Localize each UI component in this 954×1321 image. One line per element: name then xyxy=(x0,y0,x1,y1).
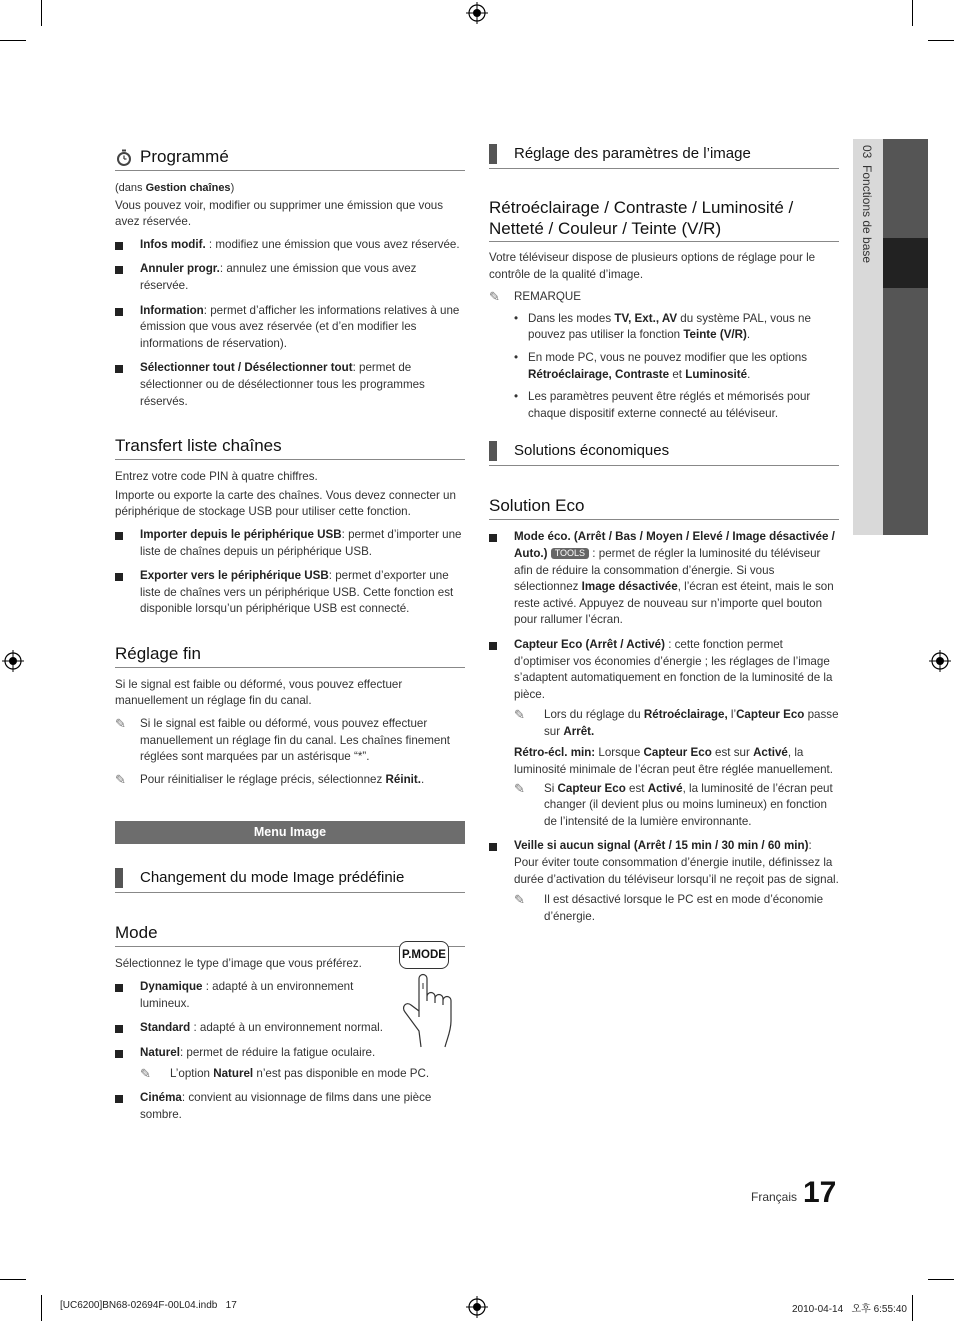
crop-mark xyxy=(912,0,913,26)
registration-mark-bottom xyxy=(466,1296,488,1318)
transfert-list xyxy=(115,527,465,618)
mode-note: ✎ L’option Naturel n’est pas disponible en mode PC. xyxy=(140,1066,430,1082)
list-item: Sélectionner tout / Désélectionner tout: permet de sélectionner ou de désélectionner tous les programmes réservés. xyxy=(115,360,465,410)
list-item: Naturel: permet de réduire la fatigue oculaire. xyxy=(115,1045,465,1062)
eco-heading: Solution Eco xyxy=(489,496,839,520)
list-item: • Dans les modes TV, Ext., AV du système PAL, vous ne pouvez pas utiliser la fonction Teinte (V/R). xyxy=(514,311,811,342)
pmode-button: P.MODE xyxy=(399,941,449,969)
pencil-icon: ✎ xyxy=(115,716,126,732)
list-item: Cinéma: convient au visionnage de films dans une pièce sombre. xyxy=(115,1090,465,1123)
programme-context: (dans Gestion chaînes) xyxy=(115,182,235,194)
eco-note: ✎ Il est désactivé lorsque le PC est en mode d’économie d’énergie. xyxy=(514,892,824,923)
list-item: • Les paramètres peuvent être réglés et mémorisés pour chaque dispositif externe connecté au téléviseur. xyxy=(514,390,811,420)
eco-note: ✎ Si Capteur Eco est Activé, la luminosité de l’écran peut changer (il devient plus ou moins lumineux) en fonction de l’intensité de la lumière environnante. xyxy=(514,780,833,828)
chapter-tab-active xyxy=(883,238,928,288)
list-item: • En mode PC, vous ne pouvez modifier que les options Rétroéclairage, Contraste et Luminosité. xyxy=(514,350,808,381)
pencil-icon: ✎ xyxy=(514,707,525,723)
reglage-note: ✎ Si le signal est faible ou déformé, vous pouvez effectuer manuellement un réglage fin du canal. Les chaînes finement réglées sont marquées par un astérisque “*”. xyxy=(115,716,451,764)
print-date: 2010-04-14 오후 6:55:40 xyxy=(792,1304,907,1315)
reglage-params-subheading: Réglage des paramètres de l’image xyxy=(489,140,839,169)
eco-list xyxy=(489,529,839,925)
list-item: Infos modif. : modifiez une émission que vous avez réservée. xyxy=(115,237,465,254)
list-item: Annuler progr.: annulez une émission que vous avez réservée. xyxy=(115,261,465,294)
list-item: Importer depuis le périphérique USB: permet d’importer une liste de chaînes depuis un périphérique USB. xyxy=(115,527,465,560)
right-column xyxy=(489,140,839,925)
left-column xyxy=(115,147,465,1123)
chapter-tab-label: 03 Fonctions de base xyxy=(860,145,874,264)
crop-mark xyxy=(928,1279,954,1280)
programme-intro: Vous pouvez voir, modifier ou supprimer une émission que vous avez réservée. xyxy=(115,198,444,229)
crop-mark xyxy=(41,1295,42,1321)
chapter-tab-dark xyxy=(883,139,928,535)
list-item: Exporter vers le périphérique USB: permet d’exporter une liste de chaînes vers un périphérique USB. Cette fonction est disponible lorsqu’un périphérique USB est connecté. xyxy=(115,568,465,618)
footer-language: Français xyxy=(751,1190,798,1204)
list-item: Capteur Eco (Arrêt / Activé) : cette fonction permet d’optimiser vos économies d’énergie ; les réglages de l’image s’adaptent automatiquement en fonction de la luminosité de la pièce. xyxy=(489,637,839,703)
transfert-line1: Entrez votre code PIN à quatre chiffres. xyxy=(115,470,318,484)
programme-heading xyxy=(115,147,465,171)
programme-title: Programmé xyxy=(140,147,229,166)
reglage-heading: Réglage fin xyxy=(115,644,465,668)
retro-intro: Votre téléviseur dispose de plusieurs options de réglage pour le contrôle de la qualité d’image. xyxy=(489,251,816,281)
crop-mark xyxy=(928,40,954,41)
pencil-icon: ✎ xyxy=(140,1066,151,1082)
pencil-icon: ✎ xyxy=(514,892,525,908)
programme-list xyxy=(115,237,465,410)
mode-intro: Sélectionnez le type d’image que vous préférez. xyxy=(115,957,362,971)
retro-min: Rétro-écl. min: Lorsque Capteur Eco est sur Activé, la luminosité minimale de l’écran peut être réglée manuellement. xyxy=(514,746,833,777)
remarque-list xyxy=(514,311,839,423)
list-item: Veille si aucun signal (Arrêt / 15 min / 30 min / 60 min): Pour éviter toute consommation d’énergie inutile, définissez la durée d’activation du téléviseur lorsqu’il ne reçoit pas de signal. xyxy=(489,838,839,888)
page-number: 17 xyxy=(803,1176,837,1209)
registration-mark-left xyxy=(2,650,24,672)
clock-icon xyxy=(115,149,133,167)
list-item: Dynamique : adapté à un environnement lumineux. xyxy=(115,979,365,1012)
list-item: Mode éco. (Arrêt / Bas / Moyen / Elevé / Image désactivée / Auto.) TOOLS : permet de régler la luminosité du téléviseur afin de réduire la consommation d’énergie. Si vous sélectionnez Image désactivée, l’écran est éteint, mais le son reste activé. Appuyez de nouveau sur n’importe quel bouton pour rallumer l’écran. xyxy=(489,529,839,629)
retro-heading: Rétroéclairage / Contraste / Luminosité / Netteté / Couleur / Teinte (V/R) xyxy=(489,197,839,242)
crop-mark xyxy=(912,1295,913,1321)
pencil-icon: ✎ xyxy=(489,289,500,305)
menu-image-banner: Menu Image xyxy=(115,821,465,844)
registration-mark-top xyxy=(466,2,488,24)
solutions-subheading: Solutions économiques xyxy=(489,437,839,466)
reglage-note: ✎ Pour réinitialiser le réglage précis, sélectionnez Réinit.. xyxy=(115,771,425,787)
print-file-info: [UC6200]BN68-02694F-00L04.indb 17 xyxy=(60,1300,237,1311)
crop-mark xyxy=(0,1279,26,1280)
tools-badge: TOOLS xyxy=(551,548,589,559)
crop-mark xyxy=(41,0,42,26)
list-item: Standard : adapté à un environnement normal. xyxy=(115,1020,465,1037)
pencil-icon: ✎ xyxy=(514,780,525,796)
transfert-line2: Importe ou exporte la carte des chaînes. Vous devez connecter un périphérique de stockage USB pour utiliser cette fonction. xyxy=(115,488,456,519)
eco-note: ✎ Lors du réglage du Rétroéclairage, l’Capteur Eco passe sur Arrêt. xyxy=(514,707,839,738)
remarque-label: ✎ REMARQUE xyxy=(489,289,581,305)
changement-subheading: Changement du mode Image prédéfinie xyxy=(115,864,465,893)
reglage-intro: Si le signal est faible ou déformé, vous pouvez effectuer manuellement un réglage fin du canal. xyxy=(115,677,403,708)
transfert-heading: Transfert liste chaînes xyxy=(115,436,465,460)
crop-mark xyxy=(0,40,26,41)
pencil-icon: ✎ xyxy=(115,771,126,787)
mode-heading: Mode xyxy=(115,923,465,947)
list-item: Information: permet d’afficher les informations relatives à une émission que vous avez réservée (et d’en modifier les informations de réservation). xyxy=(115,303,465,353)
registration-mark-right xyxy=(929,650,951,672)
